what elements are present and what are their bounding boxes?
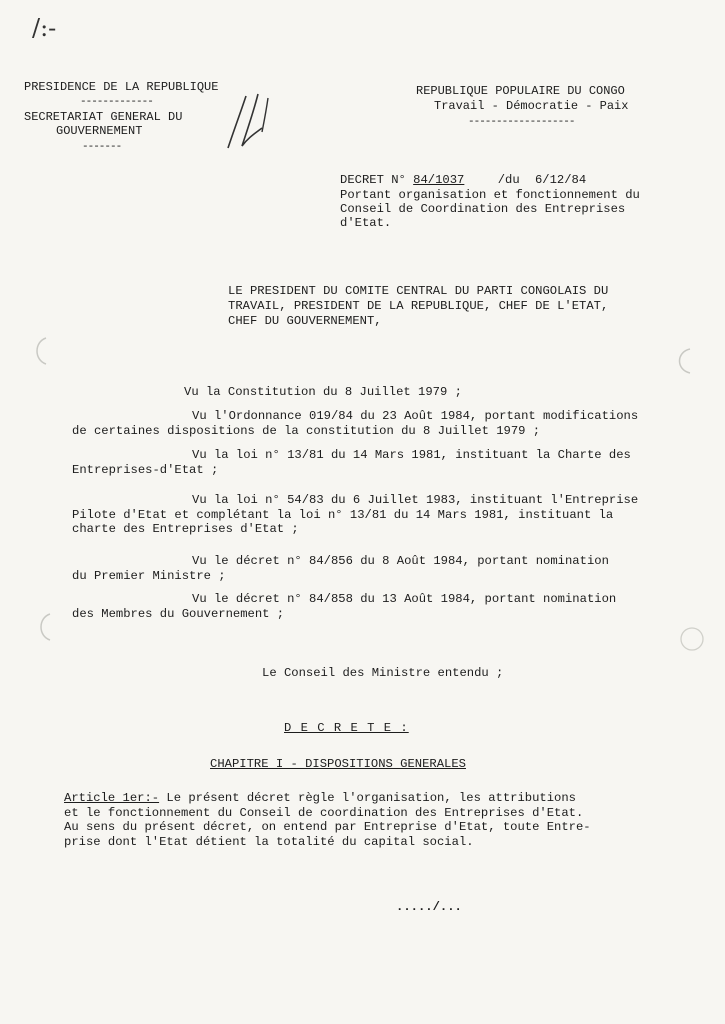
decree-date: 6/12/84 <box>534 173 587 187</box>
decree-du: /du <box>497 173 520 187</box>
punch-hole-left <box>30 336 50 366</box>
signature-mark <box>218 88 288 158</box>
article-1-line-1 <box>64 791 591 806</box>
punch-hole-left-lower <box>34 612 54 642</box>
punch-hole-right-lower <box>678 622 704 656</box>
article-1-line-3: Au sens du présent décret, on entend par Entreprise d'Etat, toute Entre- <box>64 820 591 834</box>
article-1 <box>64 791 591 849</box>
header-left-dash-1: ------------- <box>80 96 153 108</box>
considerant-5-line-2: du Premier Ministre ; <box>72 568 226 583</box>
considerant-3-line-1: Vu la loi n° 13/81 du 14 Mars 1981, instituant la Charte des <box>192 448 631 462</box>
considerant-4-line-2: Pilote d'Etat et complétant la loi n° 13/81 du 14 Mars 1981, instituant la <box>72 507 614 522</box>
article-1-first-line: Le présent décret règle l'organisation, les attributions <box>166 791 576 805</box>
considerant-5 <box>72 554 609 583</box>
considerant-1 <box>72 385 462 400</box>
header-presidence: PRESIDENCE DE LA REPUBLIQUE <box>24 80 219 94</box>
decree-subject-3: d'Etat. <box>340 216 392 230</box>
considerant-3-line-2: Entreprises-d'Etat ; <box>72 462 219 477</box>
chapter-heading: CHAPITRE I - DISPOSITIONS GENERALES <box>210 757 466 771</box>
considerant-2 <box>72 409 638 438</box>
council-line: Le Conseil des Ministre entendu ; <box>262 666 504 680</box>
considerant-6 <box>72 592 616 621</box>
decree-subject-1: Portant organisation et fonctionnement du <box>340 188 640 202</box>
header-gouvernement: GOUVERNEMENT <box>56 124 143 138</box>
article-1-line-2: et le fonctionnement du Conseil de coordination des Entreprises d'Etat. <box>64 805 584 820</box>
punch-hole-right <box>672 346 696 376</box>
considerant-2-line-1: Vu l'Ordonnance 019/84 du 23 Août 1984, portant modifications <box>192 409 639 423</box>
considerant-6-line-1: Vu le décret n° 84/858 du 13 Août 1984, portant nomination <box>192 592 617 606</box>
preamble-line-2: TRAVAIL, PRESIDENT DE LA REPUBLIQUE, CHEF DE L'ETAT, <box>228 299 609 313</box>
considerant-4-line-3: charte des Entreprises d'Etat ; <box>72 522 299 536</box>
preamble-line-3: CHEF DU GOUVERNEMENT, <box>228 314 382 328</box>
article-1-line-4: prise dont l'Etat détient la totalité du capital social. <box>64 834 474 849</box>
considerant-1-line-1: Vu la Constitution du 8 Juillet 1979 ; <box>184 385 462 399</box>
decree-title <box>340 173 586 187</box>
considerant-2-line-2: de certaines dispositions de la constitution du 8 Juillet 1979 ; <box>72 423 541 438</box>
decree-prefix: DECRET N° <box>340 173 406 187</box>
considerant-4-line-1: Vu la loi n° 54/83 du 6 Juillet 1983, instituant l'Entreprise <box>192 493 639 507</box>
header-motto: Travail - Démocratie - Paix <box>434 99 629 113</box>
decrete-heading: D E C R E T E : <box>284 721 409 735</box>
page-continuation: ...../... <box>396 900 462 914</box>
preamble-line-1: LE PRESIDENT DU COMITE CENTRAL DU PARTI CONGOLAIS DU <box>228 284 609 298</box>
decree-number: 84/1037 <box>413 173 465 187</box>
considerant-4 <box>72 493 638 537</box>
corner-mark: /:- <box>32 14 57 42</box>
header-secretariat: SECRETARIAT GENERAL DU <box>24 110 183 124</box>
header-right-dash: ------------------- <box>468 116 575 128</box>
considerant-6-line-2: des Membres du Gouvernement ; <box>72 606 285 621</box>
considerant-5-line-1: Vu le décret n° 84/856 du 8 Août 1984, portant nomination <box>192 554 609 568</box>
header-left-dash-2: ------- <box>82 141 122 153</box>
article-1-label: Article 1er:- <box>64 791 160 805</box>
decree-subject-2: Conseil de Coordination des Entreprises <box>340 202 626 216</box>
header-republique: REPUBLIQUE POPULAIRE DU CONGO <box>416 84 625 98</box>
considerant-3 <box>72 448 631 477</box>
